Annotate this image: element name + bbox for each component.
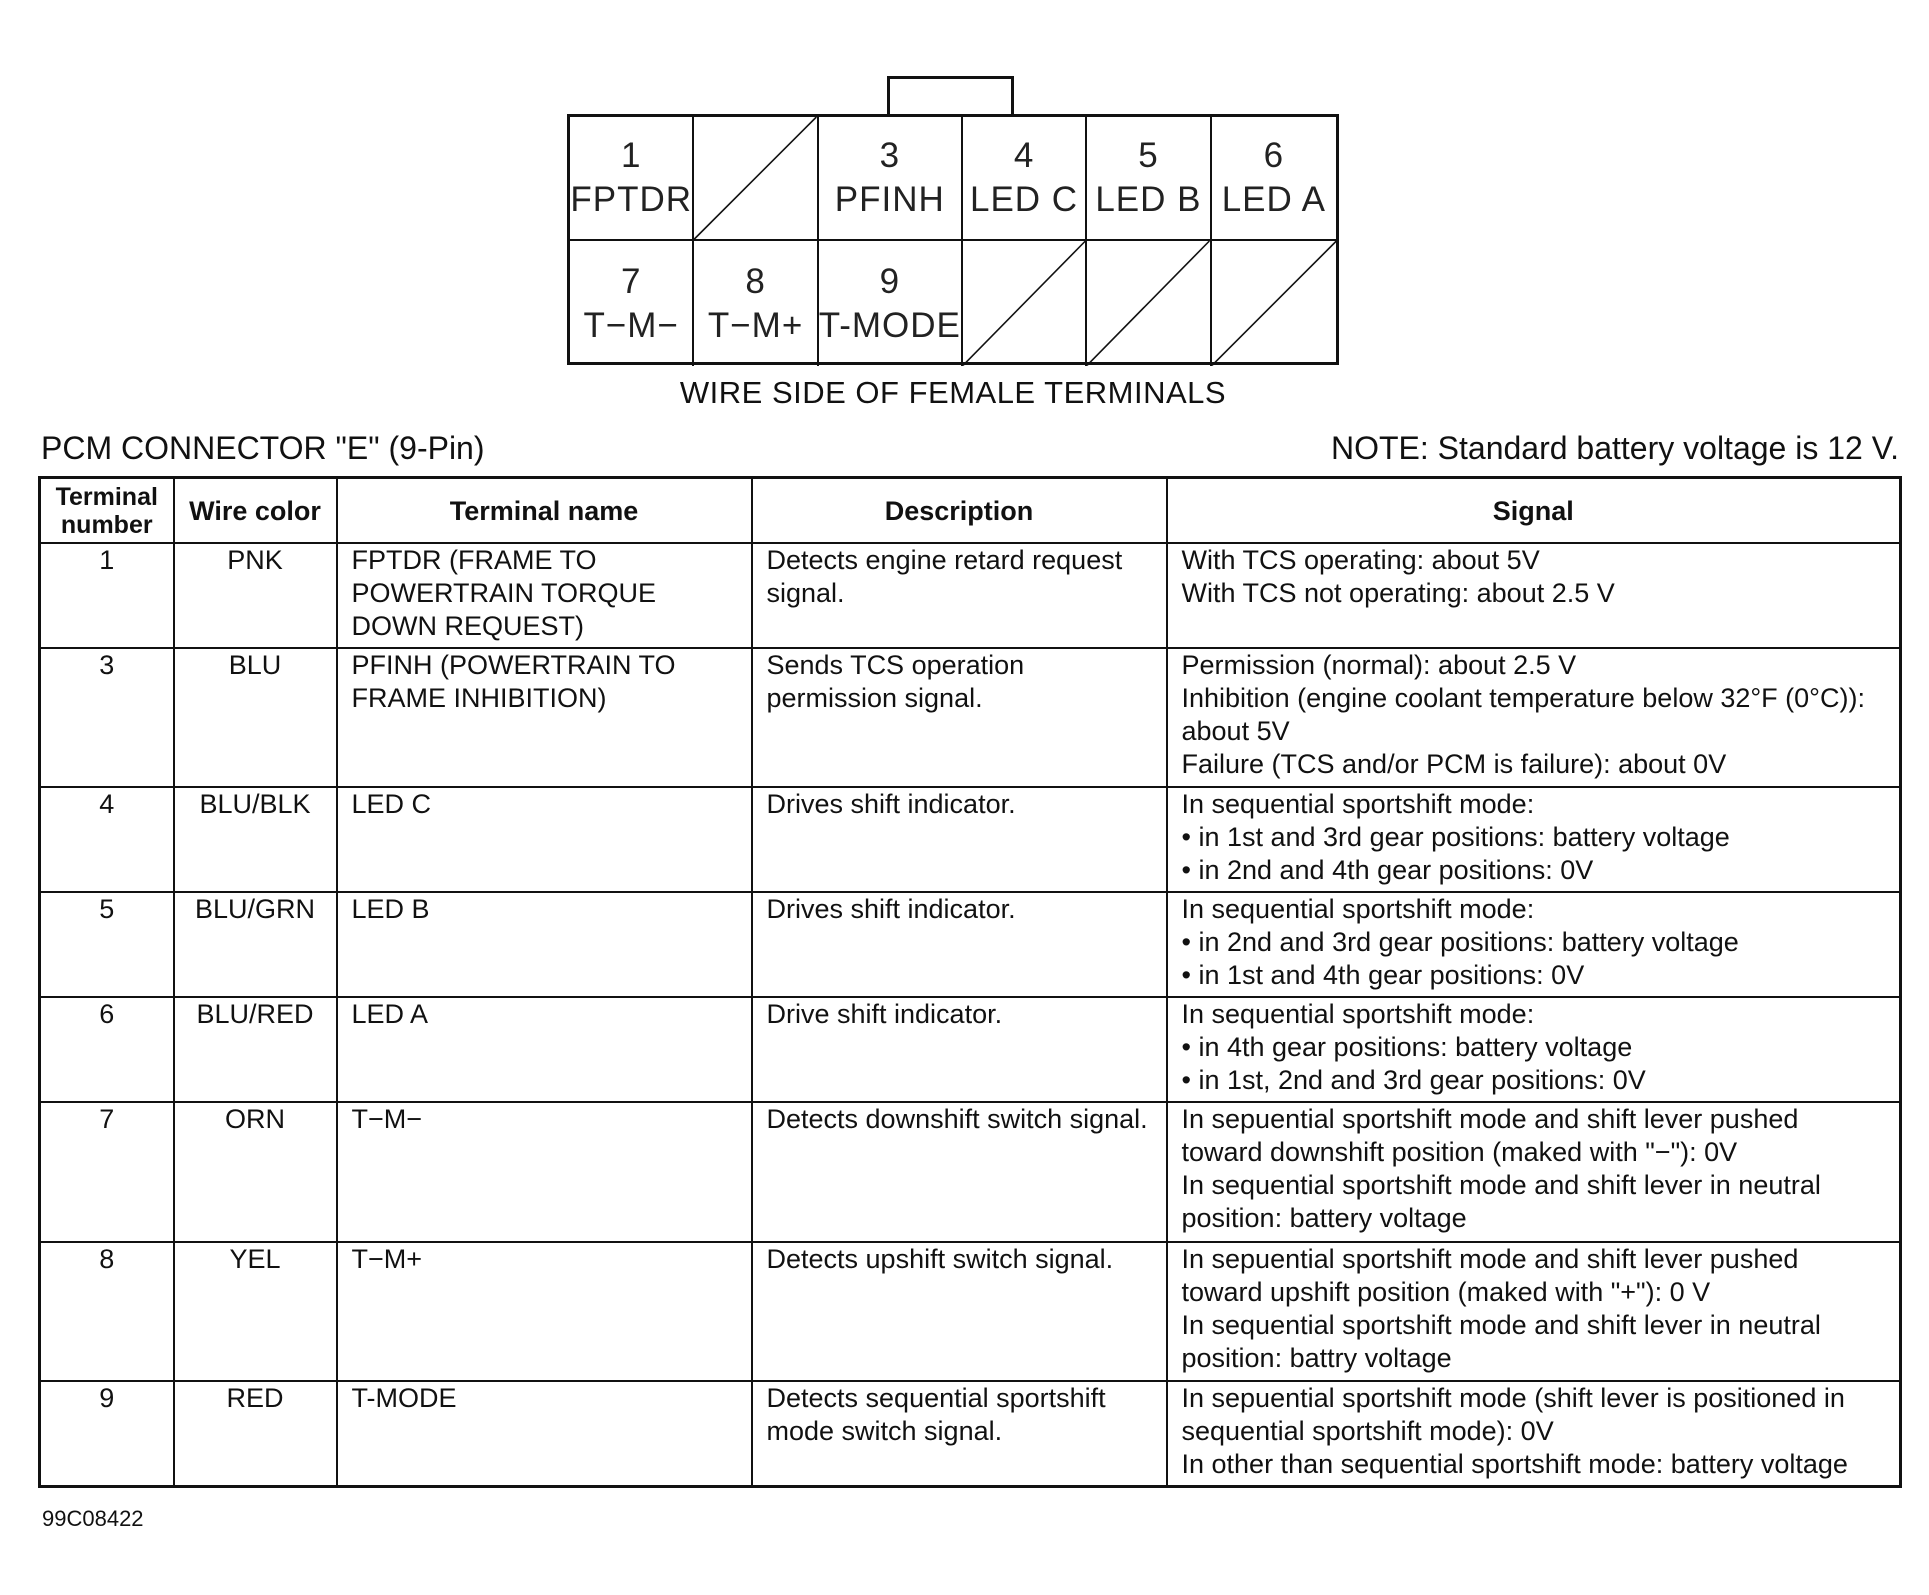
- signal-line: • in 4th gear positions: battery voltage: [1181, 1032, 1633, 1063]
- pin-cell-8: [694, 241, 818, 365]
- wire-color-cell: ORN: [174, 1102, 337, 1241]
- table-row: [40, 1242, 1901, 1381]
- signal-line: In sequential sportshift mode and shift lever in neutral position: battery voltage: [1181, 1170, 1821, 1234]
- pin-cell-unused: [1212, 241, 1336, 365]
- connector-caption: WIRE SIDE OF FEMALE TERMINALS: [679, 375, 1227, 410]
- pin-label: FPTDR: [570, 180, 693, 220]
- signal-line: In sequential sportshift mode and shift lever in neutral position: battry voltage: [1181, 1309, 1821, 1373]
- description-cell: Detects downshift switch signal.: [752, 1102, 1167, 1241]
- pin-number: 4: [1013, 136, 1035, 176]
- voltage-note: NOTE: Standard battery voltage is 12 V.: [1330, 430, 1899, 466]
- signal-cell: [1167, 997, 1901, 1102]
- pin-cell-9: [819, 241, 963, 365]
- signal-cell: [1167, 1242, 1901, 1381]
- pin-cell-1: [570, 117, 694, 241]
- signal-cell: [1167, 787, 1901, 892]
- signal-line: In sepuential sportshift mode and shift lever pushed toward upshift position (maked with "+"): 0 V: [1181, 1243, 1799, 1307]
- signal-line: • in 1st, 2nd and 3rd gear positions: 0V: [1181, 1065, 1646, 1096]
- terminal-name-cell: LED A: [337, 997, 752, 1102]
- pin-number: 6: [1263, 136, 1285, 176]
- col-header-description: Description: [752, 478, 1167, 544]
- signal-line: • in 1st and 3rd gear positions: battery voltage: [1181, 822, 1730, 853]
- table-row: [40, 787, 1901, 892]
- signal-line: • in 1st and 4th gear positions: 0V: [1181, 960, 1585, 991]
- terminal-name-cell: T−M+: [337, 1242, 752, 1381]
- figure-id: 99C08422: [42, 1506, 144, 1531]
- wire-color-cell: YEL: [174, 1242, 337, 1381]
- signal-cell: [1167, 1381, 1901, 1487]
- pin-cell-5: [1087, 117, 1211, 241]
- description-cell: Drive shift indicator.: [752, 997, 1167, 1102]
- pin-number: 9: [879, 261, 901, 301]
- connector-title: PCM CONNECTOR "E" (9-Pin): [41, 430, 485, 466]
- signal-line: In sequential sportshift mode:: [1181, 999, 1535, 1030]
- signal-line: Failure (TCS and/or PCM is failure): about 0V: [1181, 749, 1727, 779]
- connector-face: [567, 114, 1339, 365]
- pin-cell-6: [1212, 117, 1336, 241]
- description-cell: Detects sequential sportshift mode switch signal.: [752, 1381, 1167, 1487]
- connector-latch: [887, 76, 1014, 114]
- terminal-name-cell: LED C: [337, 787, 752, 892]
- signal-cell: [1167, 543, 1901, 648]
- table-row: [40, 648, 1901, 787]
- terminal-cell: 1: [40, 543, 174, 648]
- terminal-name-cell: LED B: [337, 892, 752, 997]
- pin-cell-4: [963, 117, 1087, 241]
- description-cell: Sends TCS operation permission signal.: [752, 648, 1167, 787]
- description-cell: Drives shift indicator.: [752, 892, 1167, 997]
- unused-slot-slash: [963, 241, 1085, 365]
- terminal-cell: 5: [40, 892, 174, 997]
- terminal-cell: 9: [40, 1381, 174, 1487]
- pin-number: 1: [620, 136, 642, 176]
- pin-grid: [567, 114, 1339, 365]
- signal-line: In other than sequential sportshift mode: battery voltage: [1181, 1448, 1848, 1479]
- pin-cell-unused: [963, 241, 1087, 365]
- signal-line: • in 2nd and 4th gear positions: 0V: [1181, 855, 1594, 886]
- terminal-spec-table: [38, 476, 1902, 1488]
- signal-line: With TCS not operating: about 2.5 V: [1181, 578, 1615, 608]
- pin-number: 3: [879, 136, 901, 176]
- unused-slot-slash: [1212, 241, 1336, 365]
- terminal-cell: 6: [40, 997, 174, 1102]
- pin-cell-3: [819, 117, 963, 241]
- table-row: [40, 1102, 1901, 1241]
- table-row: [40, 1381, 1901, 1487]
- unused-slot-slash: [1087, 241, 1209, 365]
- description-cell: Detects upshift switch signal.: [752, 1242, 1167, 1381]
- wire-color-cell: BLU/GRN: [174, 892, 337, 997]
- col-header-signal: Signal: [1167, 478, 1901, 544]
- wire-color-cell: BLU/BLK: [174, 787, 337, 892]
- signal-line: Permission (normal): about 2.5 V: [1181, 650, 1577, 680]
- terminal-cell: 7: [40, 1102, 174, 1241]
- terminal-cell: 8: [40, 1242, 174, 1381]
- terminal-cell: 4: [40, 787, 174, 892]
- terminal-name-cell: FPTDR (FRAME TO POWERTRAIN TORQUE DOWN REQUEST): [337, 543, 752, 648]
- col-header-terminal: Terminal number: [40, 478, 174, 544]
- description-cell: Detects engine retard request signal.: [752, 543, 1167, 648]
- signal-line: In sepuential sportshift mode (shift lever is positioned in sequential sportshift mode): 0V: [1181, 1382, 1845, 1446]
- pin-label: T−M+: [707, 305, 804, 345]
- signal-line: With TCS operating: about 5V: [1181, 545, 1540, 575]
- pin-cell-unused: [694, 117, 818, 241]
- wire-color-cell: PNK: [174, 543, 337, 648]
- signal-cell: [1167, 1102, 1901, 1241]
- pin-number: 8: [745, 261, 766, 301]
- unused-slot-slash: [694, 117, 816, 239]
- col-header-name: Terminal name: [337, 478, 752, 544]
- signal-line: Inhibition (engine coolant temperature below 32°F (0°C)): about 5V: [1181, 683, 1865, 746]
- pin-label: T−M−: [583, 305, 679, 345]
- pin-label: T-MODE: [818, 305, 961, 345]
- table-row: [40, 997, 1901, 1102]
- wire-color-cell: BLU: [174, 648, 337, 787]
- signal-line: In sequential sportshift mode:: [1181, 894, 1535, 925]
- table-row: [40, 892, 1901, 997]
- pin-label: LED C: [970, 180, 1079, 220]
- pin-label: PFINH: [834, 180, 945, 220]
- terminal-cell: 3: [40, 648, 174, 787]
- pin-label: LED B: [1095, 180, 1202, 220]
- col-header-wire: Wire color: [174, 478, 337, 544]
- table-row: [40, 543, 1901, 648]
- wire-color-cell: RED: [174, 1381, 337, 1487]
- signal-cell: [1167, 892, 1901, 997]
- pin-number: 5: [1138, 136, 1159, 176]
- pin-cell-unused: [1087, 241, 1211, 365]
- signal-line: • in 2nd and 3rd gear positions: battery voltage: [1181, 927, 1739, 958]
- signal-line: In sepuential sportshift mode and shift lever pushed toward downshift position (maked with "−"): 0V: [1181, 1104, 1799, 1168]
- description-cell: Drives shift indicator.: [752, 787, 1167, 892]
- signal-cell: [1167, 648, 1901, 787]
- pin-number: 7: [620, 261, 642, 301]
- signal-line: In sequential sportshift mode:: [1181, 789, 1535, 820]
- wire-color-cell: BLU/RED: [174, 997, 337, 1102]
- pin-label: LED A: [1221, 180, 1326, 220]
- pin-cell-7: [570, 241, 694, 365]
- terminal-name-cell: PFINH (POWERTRAIN TO FRAME INHIBITION): [337, 648, 752, 787]
- terminal-name-cell: T-MODE: [337, 1381, 752, 1487]
- terminal-name-cell: T−M−: [337, 1102, 752, 1241]
- table-header-row: [40, 478, 1901, 544]
